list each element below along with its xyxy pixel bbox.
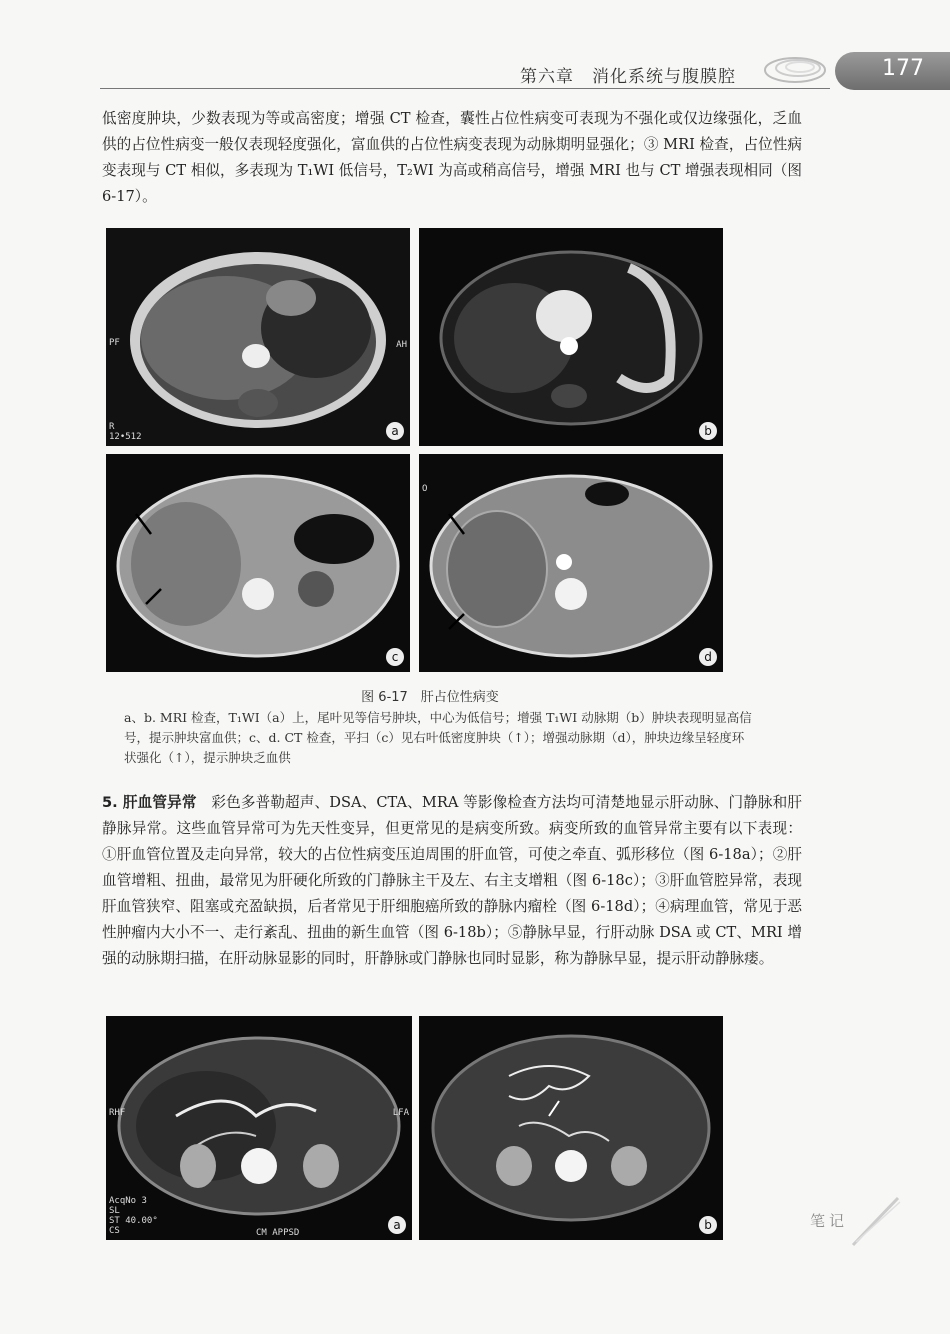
pen-icon [848, 1190, 908, 1250]
ct-plain-scan-image [106, 454, 410, 672]
paragraph-1: 低密度肿块，少数表现为等或高密度；增强 CT 检查，囊性占位性病变可表现为不强化或仅边缘强化，乏血供的占位性病变一般仅表现轻度强化，富血供的占位性病变表现为动脉期明显强化；③ MRI 检查，占位性病变表现与 CT 相似，多表现为 T₁WI 低信号，T₂WI 为高或稍高信号，增强 MRI 也与 CT 增强表现相同（图 6-17）。 [102, 110, 802, 205]
swirl-logo-icon [760, 48, 830, 88]
figure-6-17-caption-title: 图 6-17 肝占位性病变 [361, 690, 499, 705]
fig18-panel-a-label: a [388, 1216, 406, 1234]
panel-d-label: d [699, 648, 717, 666]
figure-6-17-panel-a [106, 228, 410, 446]
figure-6-18-panel-b [419, 1016, 723, 1240]
note-label: 笔记 [810, 1212, 849, 1230]
fig18a-overlay-right: LFA [392, 1108, 409, 1118]
header-rule [100, 88, 830, 89]
figure-6-18-panel-a [106, 1016, 412, 1240]
figure-6-17-panel-b [419, 228, 723, 446]
panel-d-overlay-left: O [422, 484, 428, 494]
figure-6-17-panel-c [106, 454, 410, 672]
figure-6-17-panel-d [419, 454, 723, 672]
fig18-panel-b-label: b [699, 1216, 717, 1234]
panel-b-label: b [699, 422, 717, 440]
page-header [0, 40, 950, 110]
fig18a-overlay-bottom-right: CM APPSD [256, 1228, 300, 1238]
figure-6-17 [106, 228, 723, 674]
panel-a-overlay-right: AH [396, 340, 407, 350]
section-heading: 5. 肝血管异常 [102, 794, 197, 811]
panel-c-label: c [386, 648, 404, 666]
figure-6-17-caption-text: a、b. MRI 检查，T₁WI（a）上，尾叶见等信号肿块，中心为低信号；增强 T₁WI 动脉期（b）肿块表现明显高信号，提示肿块富血供；c、d. CT 检查，平扫（c）见右叶低密度肿块（↑）；增强动脉期（d），肿块边缘呈轻度环状强化（↑），提示肿块乏血供 [124, 710, 752, 765]
paragraph-2 [102, 790, 802, 972]
panel-a-overlay-bottom: R 12•512 [109, 422, 142, 442]
mri-t1wi-image [106, 228, 410, 446]
section-body: 彩色多普勒超声、DSA、CTA、MRA 等影像检查方法均可清楚地显示肝动脉、门静脉和肝静脉异常。这些血管异常可为先天性变异，但更常见的是病变所致。病变所致的血管异常主要有以下表现：①肝血管位置及走向异常，较大的占位性病变压迫周围的肝血管，可使之牵直、弧形移位（图 6-18a）；②肝血管增粗、扭曲，最常见为肝硬化所致的门静脉主干及左、右主支增粗（图 6-18c）；③肝血管腔异常，表现肝血管狭窄、阻塞或充盈缺损，后者常见于肝细胞癌所致的静脉内瘤栓（图 6-18d）；④病理血管，常见于恶性肿瘤内大小不一、走行紊乱、扭曲的新生血管（图 6-18b）；⑤静脉早显，行肝动脉 DSA 或 CT、MRI 增强的动脉期扫描，在肝动脉显影的同时，肝静脉或门静脉也同时显影，称为静脉早显，提示肝动静脉瘘。 [102, 794, 802, 967]
page-number: 177 [882, 56, 924, 81]
cta-tumor-vessels-image [419, 1016, 723, 1240]
fig18a-overlay-left: RHF [109, 1108, 126, 1118]
chapter-title: 第六章 消化系统与腹膜腔 [520, 67, 736, 87]
figure-6-18 [106, 1016, 723, 1240]
mri-arterial-phase-image [419, 228, 723, 446]
fig18a-overlay-bottom: AcqNo 3 SL ST 40.00° CS [109, 1196, 158, 1236]
ct-arterial-phase-image [419, 454, 723, 672]
panel-a-overlay-left: PF [109, 338, 120, 348]
panel-a-label: a [386, 422, 404, 440]
